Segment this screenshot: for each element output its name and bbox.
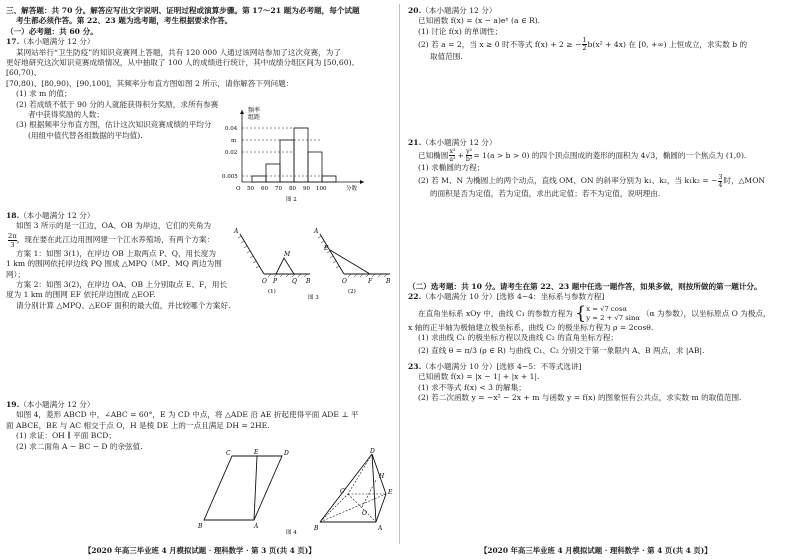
fig4-label-D: D	[284, 450, 289, 457]
fig3-label-O2: O	[342, 278, 347, 285]
q17-sub-3b: (用组中值代替各组数据的平均值).	[28, 130, 143, 140]
q17-text-3: [70,80)、[80,90)、[90,100]，其频率分布直方图如图 2 所示，请你解答下列问题：	[6, 78, 294, 88]
q17-text-2: 更好地研究这次知识竞赛成绩情况，从中抽取了 100 人的成绩进行统计，其中成绩分组区间为 [50,60)、[60,70)、	[6, 58, 360, 78]
y-tick-2: m	[231, 138, 237, 144]
q18-plan1-b: 1 km 的围网依托岸边线 PQ 围成 △MPQ（MP、MQ 两边为围	[6, 259, 222, 269]
q23-sub-1: (1) 求不等式 f(x) < 3 的解集；	[418, 382, 526, 392]
figure-2-caption: 图 2	[286, 197, 297, 203]
q18-plan1-c: 网）；	[6, 269, 25, 279]
q21-sub-2-pre: (2) 若 M、N 为椭圆上的两个动点，直线 OM、ON 的斜率分别为 k₁、k₂，当 k₁k₂ = −	[418, 176, 718, 186]
left-footer: 【2020 年高三毕业班 4 月模拟试题 · 理科数学 · 第 3 页(共 4 页)】	[84, 546, 316, 555]
optional-heading: （二）选考题：共 10 分。请考生在第 22、23 题中任选一题作答，如果多做，则按所做的第一题计分。	[408, 282, 762, 291]
q17-sub-3a: (3) 根据频率分布直方图，估计这次知识竞赛成绩的平均分	[16, 120, 212, 130]
q18-header: 18.（本小题满分 12 分）	[6, 211, 95, 220]
q17-sub-1: (1) 求 m 的值；	[16, 89, 72, 99]
q20-sub-2-row	[408, 37, 788, 52]
q20-sub-2-cont: 取值范围.	[430, 52, 463, 62]
q20-header: 20.（本小题满分 12 分）	[408, 6, 497, 15]
q21-sub-2-post: 时，△MON	[723, 176, 766, 186]
fig3-label-F: F	[368, 278, 373, 285]
q21-fraction: $\frac{3}{4}$	[718, 172, 723, 189]
q23-text-1: 已知函数 f(x) = |x − 1| + |x + 1|.	[418, 372, 540, 382]
q22-sub-2: (2) 直线 θ = π/3 (ρ ∈ R) 与曲线 C₁、C₂ 分别交于第一象限内 A、B 两点，求 |AB|.	[418, 345, 705, 355]
q22-param-system: { x = √7 cosα y = 2 + √7 sinα	[574, 302, 640, 324]
ellipse-frac-y: $\frac{\text{y²}}{\text{b²}}$	[465, 148, 473, 164]
x-tick-6: 100	[316, 186, 327, 192]
q17-header: 17.（本小题满分 12 分）	[6, 37, 95, 47]
q20-text-1: 已知函数 f(x) = (x − a)eˣ (a ∈ R).	[418, 16, 541, 26]
fig4-label-A: A	[254, 523, 259, 530]
figure-4-caption: 图 4	[286, 530, 297, 536]
x-tick-0: O	[236, 186, 241, 192]
q18-text-2: ，现在要在此江边用围网建一个江水养殖场，有两个方案：	[16, 235, 215, 245]
x-tick-2: 60	[261, 186, 268, 192]
fig4-label-D2: D	[370, 448, 375, 455]
q21-sub-1: (1) 求椭圆的方程；	[418, 163, 485, 173]
fig4-label-C2: C	[340, 488, 345, 495]
q22-sub-1: (1) 求曲线 C₁ 的极坐标方程以及曲线 C₂ 的直角坐标方程；	[418, 333, 619, 343]
figure-3-riverbank	[232, 222, 396, 300]
q21-sub-2-cont: 的面积是否为定值，若为定值，求出此定值；若不为定值，说明理由.	[430, 188, 661, 198]
q20-sub-2-pre: (2) 若 a = 2，当 x ≥ 0 时不等式 f(x) + 2 ≥ −	[418, 39, 582, 49]
q20-sub-1: (1) 讨论 f(x) 的单调性；	[418, 26, 503, 36]
q21-text-1-row: 已知椭圆 x² a² + $\frac{\text{y²}}{\text{b²}}$ = 1(a > b > 0) 的四个顶点围成的菱形的面积为 4√3，椭圆的一个焦点为 (1,0).	[418, 148, 747, 164]
q19-text-2: 面 ABCE，BE 与 AC 相交于点 O，H 是棱 DE 上的一点且满足 DH = 2HE.	[6, 420, 270, 430]
q20-sub-2-post: b(x² + 4x) 在 [0, +∞) 上恒成立，求实数 b 的	[587, 39, 748, 49]
required-heading: （一）必考题：共 60 分。	[6, 26, 98, 36]
right-page	[408, 6, 788, 63]
q18-plan2-b: 度为 1 km 的围网 EF 依托岸边围成 △EOF.	[6, 290, 156, 300]
section3-instructions-line1: 三、解答题：共 70 分。解答应写出文字说明、证明过程或演算步骤。第 17～21 题为必考题，每个试题	[6, 6, 360, 15]
q23-sub-2: (2) 若二次函数 y = −x² − 2x + m 与函数 y = f(x) 的图象恒有公共点，求实数 m 的取值范围.	[418, 393, 742, 403]
q22-text-1-pre: 在直角坐标系 xOy 中，曲线 C₁ 的参数方程为	[418, 308, 573, 318]
fig3-label-E: E	[324, 245, 329, 252]
q19-text-1: 如图 4，菱形 ABCD 中，∠ABC = 60°，E 为 CD 中点，将 △ADE 沿 AE 折起使得平面 ADE ⊥ 平	[16, 410, 359, 420]
page-divider	[399, 4, 400, 544]
fig4-label-A2: A	[378, 525, 383, 532]
q23-header: 23.（本小题满分 10 分）[选修 4−5：不等式选讲]	[408, 362, 582, 372]
q18-plan1-a: 方案 1：如图 3(1)，在岸边 OB 上取两点 P、Q，用长度为	[16, 248, 216, 258]
q21-text-1-post: = 1(a > b > 0) 的四个顶点围成的菱形的面积为 4√3，椭圆的一个焦点为 (1,0).	[473, 150, 747, 160]
q21-text-1-pre: 已知椭圆	[418, 150, 449, 160]
fig3-label-P: P	[273, 278, 278, 285]
q22-header: 22.（本小题满分 10 分）[选修 4−4：坐标系与参数方程]	[408, 292, 605, 302]
q20-fraction: $\frac{1}{2}$	[582, 36, 587, 53]
y-label-bottom: 组距	[248, 114, 261, 121]
angle-fraction: 2π 3	[8, 231, 17, 249]
q17-text-1: 某网站举行“卫生防疫”的知识竞赛网上答题，共有 120 000 人通过该网站参加了这次竞赛，为了	[16, 47, 341, 57]
x-tick-3: 70	[275, 186, 282, 192]
figure-2-histogram	[222, 104, 372, 204]
q17-sub-2a: (2) 若成绩不低于 90 分的人就能获得积分奖励，求所有参赛	[16, 99, 219, 109]
q19-block	[6, 400, 392, 452]
x-tick-1: 50	[247, 186, 254, 192]
fig4-label-O: O	[362, 510, 367, 517]
fig3-label-A1: A	[234, 228, 239, 235]
y-tick-4: 0.005	[222, 174, 238, 180]
q18-question: 请分别计算 △MPQ、△EOF 面积的最大值，并比较哪个方案好.	[16, 300, 231, 310]
q22-text-1-post: （α 为参数），以坐标原点 O 为极点，	[641, 308, 771, 318]
q19-header: 19.（本小题满分 12 分）	[6, 400, 95, 409]
x-axis-label: 分数	[346, 186, 358, 192]
q22-text-1-row	[408, 302, 788, 324]
q19-sub-1: (1) 求证：OH ∥ 平面 BCD；	[16, 431, 116, 441]
fig4-label-E2: E	[388, 489, 393, 496]
fig3-label-M: M	[284, 251, 291, 258]
q18-plan2-a: 方案 2：如图 3(2)，在岸边 OA、OB 上分别取点 E、F，用长	[16, 280, 228, 290]
fig3-sub1: (1)	[268, 289, 276, 295]
q22-text-2: x 轴的正半轴为极轴建立极坐标系，曲线 C₂ 的极坐标方程为 ρ = 2cosθ.	[408, 322, 654, 332]
fig3-label-Q: Q	[292, 278, 297, 285]
y-tick-1: 0.04	[225, 126, 238, 132]
q21-block	[408, 138, 788, 199]
fig4-label-E: E	[254, 449, 259, 456]
figure-3-caption: 图 3	[308, 295, 319, 300]
q19-sub-2: (2) 求二面角 A − BC − D 的余弦值.	[16, 441, 143, 451]
q17-sub-2b: 者中获得奖励的人数；	[28, 110, 104, 120]
fig4-label-B: B	[198, 523, 203, 530]
q21-header: 21.（本小题满分 12 分）	[408, 138, 497, 147]
x-tick-5: 90	[303, 186, 310, 192]
fig4-label-C: C	[226, 450, 231, 457]
optional-section	[408, 282, 788, 404]
y-tick-3: 0.02	[225, 150, 238, 156]
q18-text-1: 如图 3 所示的是一江边，OA、OB 为岸边，它们的夹角为	[16, 221, 212, 231]
right-footer: 【2020 年高三毕业班 4 月模拟试题 · 理科数学 · 第 4 页(共 4 页)】	[480, 546, 712, 555]
ellipse-frac-x: x² a²	[449, 148, 456, 164]
q22-sys-line-1: x = √7 cosα	[586, 304, 627, 313]
fig4-label-B2: B	[314, 525, 319, 532]
fig4-label-H: H	[379, 473, 385, 480]
q22-sys-line-2: y = 2 + √7 sinα	[586, 313, 640, 322]
section3-instructions-line2: 考生都必须作答。第 22、23 题为选考题，考生根据要求作答。	[16, 16, 233, 26]
fig3-label-O1: O	[262, 278, 267, 285]
q21-sub-2-row	[408, 174, 788, 189]
figure-4-rhombus-fold	[190, 448, 396, 536]
x-tick-4: 80	[289, 186, 296, 192]
fig3-sub2: (2)	[348, 289, 356, 295]
y-label-top: 频率	[248, 107, 261, 114]
fig3-label-B1: B	[306, 278, 311, 285]
fig3-label-A2: A	[314, 228, 319, 235]
fig3-label-B2: B	[386, 278, 391, 285]
